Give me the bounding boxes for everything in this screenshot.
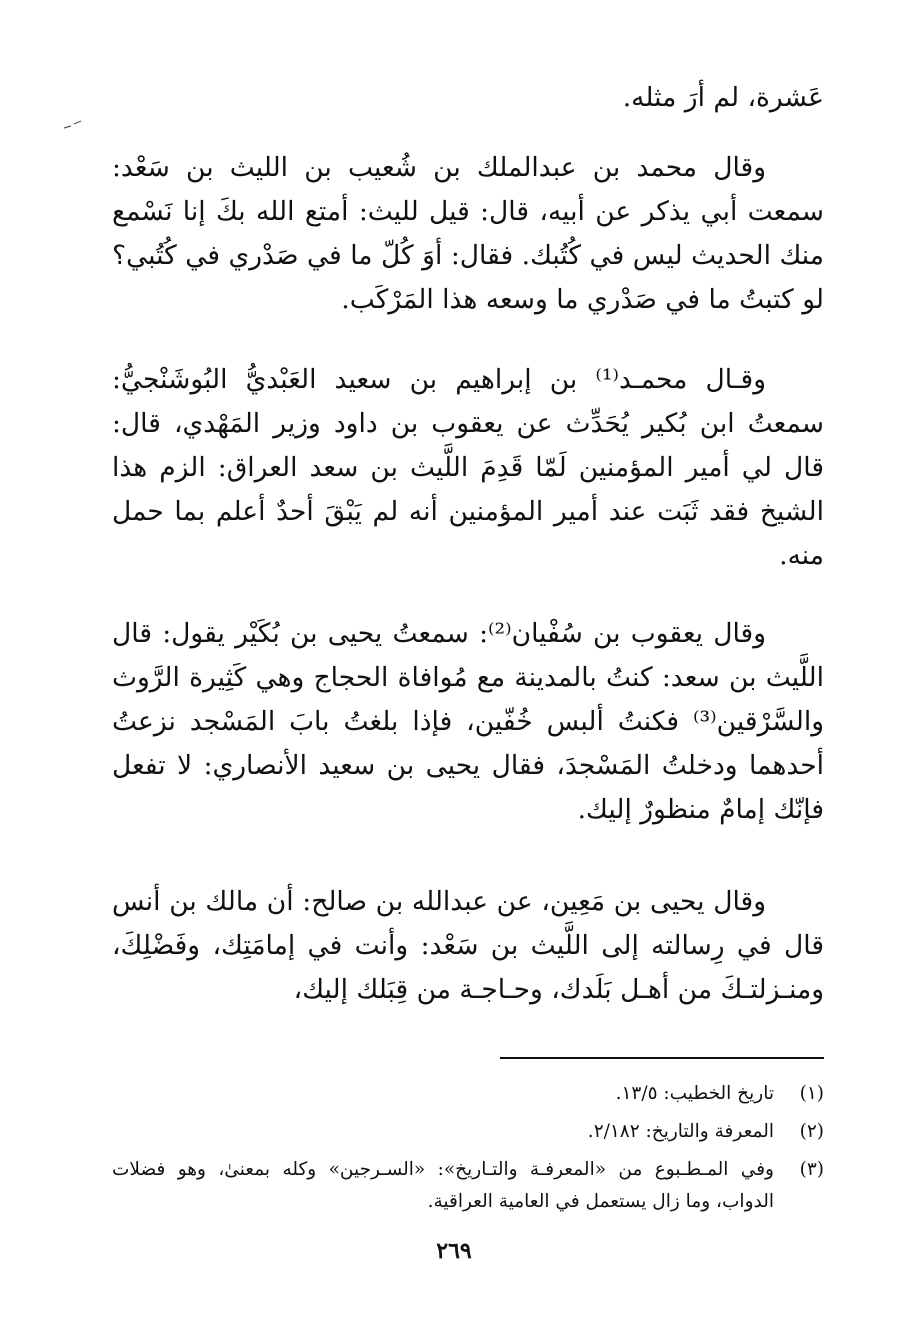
footnote-2 xyxy=(112,1116,824,1148)
footnote-3 xyxy=(112,1154,824,1218)
footnote-separator xyxy=(500,1057,824,1059)
footnote-marker: (٣) xyxy=(799,1159,824,1180)
footnote-text: وفي المـطـبوع من «المعرفـة والتـاريخ»: «السـرجين» وكله بمعنىٰ، وهو فضلات الدواب، وما زال يستعمل في العامية العراقية. xyxy=(112,1159,774,1212)
paragraph-continuation: عَشرة، لم أرَ مثله. xyxy=(622,82,824,113)
page-number: ٢٦٩ xyxy=(436,1238,472,1264)
paragraph-muhammad-ibn-abdulmalik: وقال محمد بن عبدالملك بن شُعيب بن الليث بن سَعْد: سمعت أبي يذكر عن أبيه، قال: قيل لليث: أمتع الله بكَ إنا نَسْمع منك الحديث ليس في كُتُبك. فقال: أوَ كُلّ ما في صَدْري في كُتُبي؟ لو كتبتُ ما في صَدْري ما وسعه هذا المَرْكَب. xyxy=(112,152,824,315)
paragraph-muhammad-ibn-ibrahim: وقـال محمـد⁽¹⁾ بن إبراهيم بن سعيد العَبْديُّ البُوشَنْجيُّ: سمعتُ ابن بُكير يُحَدِّث عن يعقوب بن داود وزير المَهْدي، قال: قال لي أمير المؤمنين لَمّا قَدِمَ اللَّيث بن سعد العراق: الزم هذا الشيخ فقد ثَبَت عند أمير المؤمنين أنه لم يَبْقَ أحدٌ أعلم بما حمل منه. xyxy=(112,364,824,571)
paragraph-yaqub-ibn-sufyan: وقال يعقوب بن سُفْيان⁽²⁾: سمعتُ يحيى بن بُكَيْر يقول: قال اللَّيث بن سعد: كنتُ بالمدينة مع مُوافاة الحجاج وهي كَثِيرة الرَّوث والسَّرْقين⁽³⁾ فكنتُ ألبس خُفّين، فإذا بلغتُ بابَ المَسْجد نزعتُ أحدهما ودخلتُ المَسْجدَ، فقال يحيى بن سعيد الأنصاري: لا تفعل فإنّك إمامٌ منظورٌ إليك. xyxy=(112,618,824,825)
footnote-1 xyxy=(112,1078,824,1110)
footnote-text: المعرفة والتاريخ: ٢/١٨٢. xyxy=(587,1121,774,1142)
footnote-marker: (١) xyxy=(799,1083,824,1104)
footnotes xyxy=(112,1078,824,1224)
stray-ink-mark xyxy=(62,118,84,132)
footnote-marker: (٢) xyxy=(799,1121,824,1142)
footnote-text: تاريخ الخطيب: ١٣/٥. xyxy=(615,1083,774,1104)
paragraph-yahya-ibn-main: وقال يحيى بن مَعِين، عن عبدالله بن صالح: أن مالك بن أنس قال في رِسالته إلى اللَّيث بن سَعْد: وأنت في إمامَتِك، وفَضْلِكَ، ومنـزلتـكَ من أهـل بَلَدك، وحـاجـة من قِبَلك إليك، xyxy=(112,886,824,1005)
